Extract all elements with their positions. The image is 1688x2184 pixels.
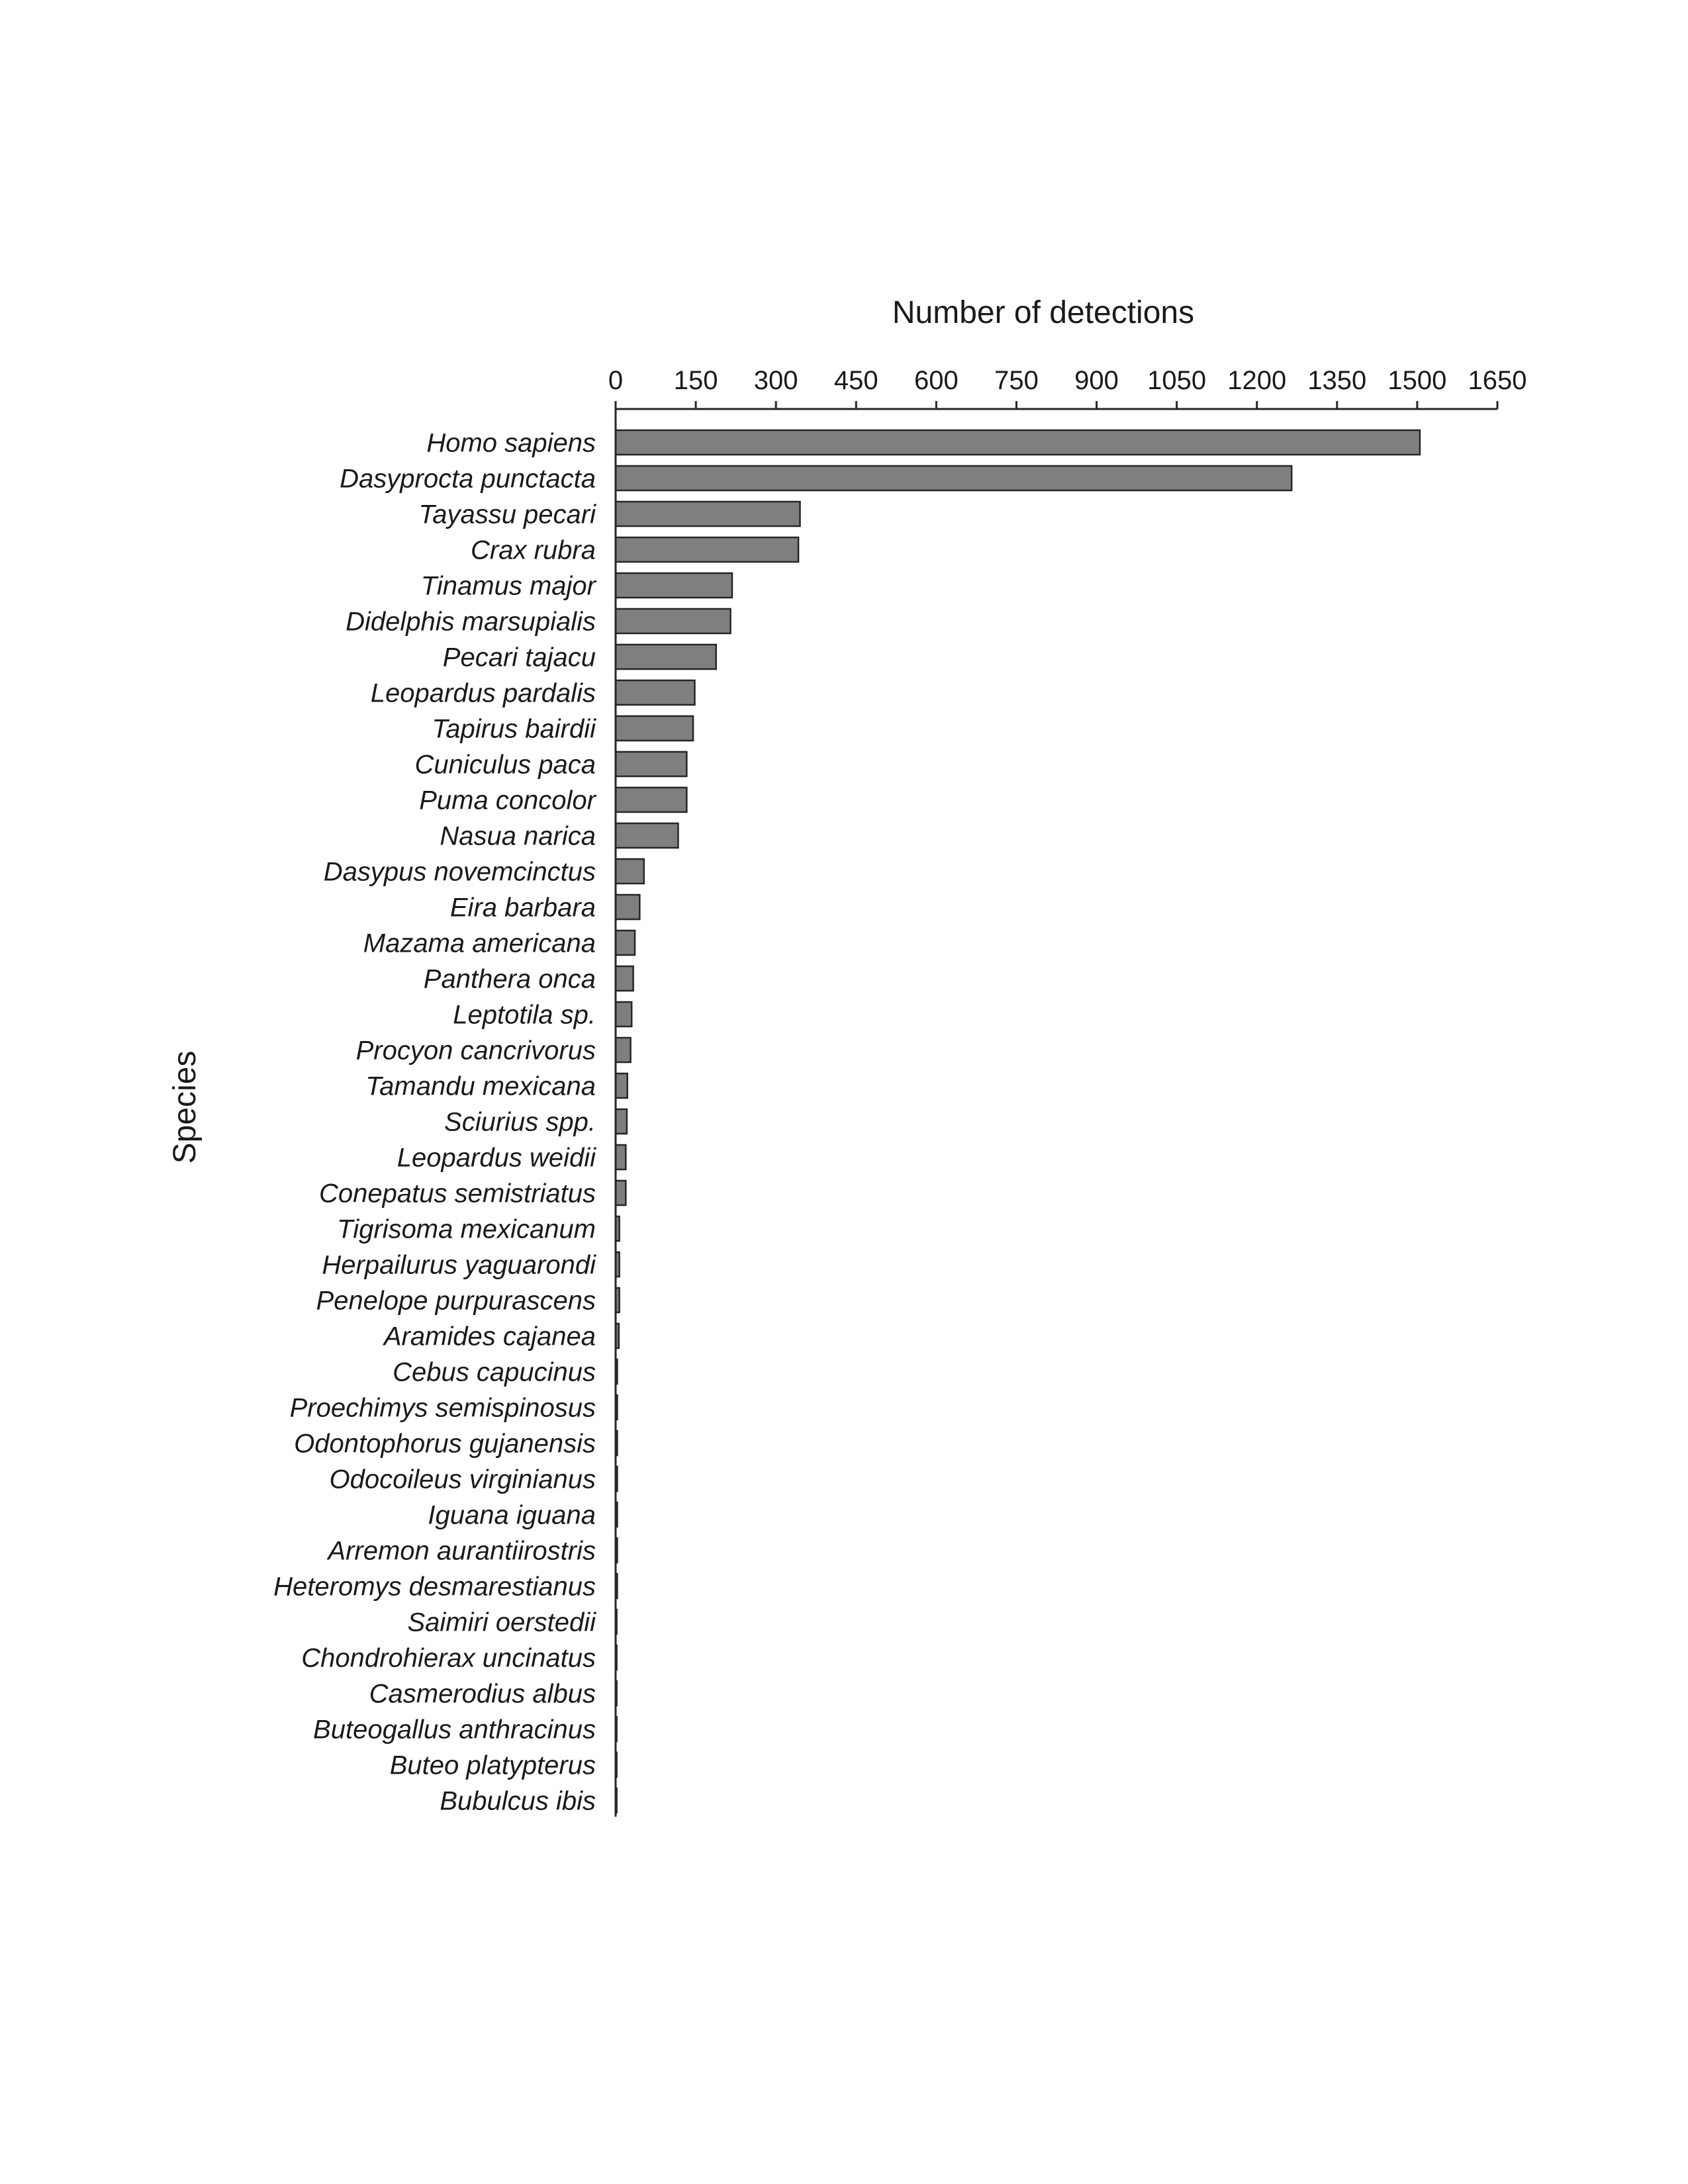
x-tick-label: 1350	[1307, 366, 1367, 395]
category-label: Homo sapiens	[426, 428, 596, 458]
category-label: Penelope purpurascens	[316, 1286, 596, 1316]
category-label: Didelphis marsupialis	[346, 607, 596, 637]
category-label: Proechimys semispinosus	[289, 1393, 596, 1423]
category-label: Leopardus weidii	[397, 1143, 596, 1173]
category-label: Dasypus novemcinctus	[323, 857, 596, 887]
category-label: Sciurius spp.	[444, 1107, 596, 1137]
category-label: Heteromys desmarestianus	[273, 1572, 596, 1602]
category-label: Bubulcus ibis	[440, 1786, 596, 1816]
bars-group	[616, 430, 1420, 1813]
bar	[616, 609, 731, 633]
category-label: Saimiri oerstedii	[407, 1608, 596, 1637]
category-label: Puma concolor	[419, 786, 596, 815]
bar	[616, 1038, 631, 1062]
category-label: Tigrisoma mexicanum	[337, 1214, 596, 1244]
category-labels	[273, 429, 597, 1816]
bar	[616, 931, 635, 955]
category-label: Aramides cajanea	[383, 1322, 596, 1351]
category-label: Casmerodius albus	[369, 1679, 596, 1709]
category-label: Mazama americana	[363, 929, 596, 958]
bar	[616, 716, 693, 741]
category-label: Pecari tajacu	[442, 643, 596, 672]
category-label: Tayassu pecari	[418, 500, 596, 529]
bar	[616, 466, 1291, 490]
category-label: Conepatus semistriatus	[319, 1179, 596, 1208]
x-tick-label: 300	[753, 366, 798, 395]
category-label: Iguana iguana	[428, 1500, 596, 1530]
bar	[616, 1181, 626, 1205]
x-tick-label: 600	[914, 366, 959, 395]
category-label: Arremon aurantiirostris	[328, 1536, 596, 1566]
bar	[616, 859, 644, 884]
bar	[616, 1145, 626, 1169]
category-label: Buteogallus anthracinus	[313, 1715, 596, 1745]
x-tick-label: 1200	[1227, 366, 1287, 395]
category-label: Cebus capucinus	[393, 1357, 596, 1387]
bar	[616, 430, 1420, 455]
x-axis-title: Number of detections	[892, 295, 1195, 330]
y-axis-title: Species	[167, 1050, 203, 1164]
x-tick-label: 900	[1074, 366, 1119, 395]
bar	[616, 1073, 628, 1098]
bar	[616, 645, 716, 669]
x-tick-label: 750	[994, 366, 1039, 395]
category-label: Buteo platypterus	[389, 1751, 596, 1780]
bar	[616, 1002, 632, 1026]
category-label: Tamandu mexicana	[365, 1071, 596, 1101]
category-label: Eira barbara	[449, 893, 596, 923]
bar	[616, 537, 798, 562]
x-tick-label: 1500	[1387, 366, 1447, 395]
bar	[616, 1109, 627, 1134]
category-label: Chondrohierax uncinatus	[301, 1643, 596, 1673]
bar	[616, 752, 686, 776]
bar	[616, 966, 633, 991]
category-label: Herpailurus yaguarondi	[322, 1250, 596, 1280]
category-label: Odontophorus gujanensis	[294, 1429, 596, 1459]
x-axis	[608, 366, 1527, 409]
category-label: Leopardus pardalis	[370, 678, 596, 708]
category-label: Tinamus major	[420, 571, 596, 601]
bar	[616, 502, 800, 526]
bar	[616, 823, 678, 848]
category-label: Nasua narica	[440, 821, 596, 851]
category-label: Leptotila sp.	[453, 1000, 596, 1030]
category-label: Panthera onca	[423, 964, 596, 994]
x-tick-label: 450	[833, 366, 878, 395]
x-tick-label: 1650	[1468, 366, 1527, 395]
category-label: Tapirus bairdii	[432, 714, 596, 744]
category-label: Odocoileus virginianus	[329, 1465, 596, 1494]
bar	[616, 680, 694, 705]
category-label: Procyon cancrivorus	[355, 1036, 596, 1066]
x-tick-label: 0	[608, 366, 624, 395]
bar	[616, 573, 732, 598]
bar	[616, 788, 686, 812]
x-tick-label: 1050	[1147, 366, 1207, 395]
category-label: Crax rubra	[471, 535, 596, 565]
bar	[616, 895, 639, 919]
category-label: Dasyprocta punctacta	[340, 464, 596, 494]
x-tick-label: 150	[673, 366, 718, 395]
category-label: Cuniculus paca	[414, 750, 596, 780]
